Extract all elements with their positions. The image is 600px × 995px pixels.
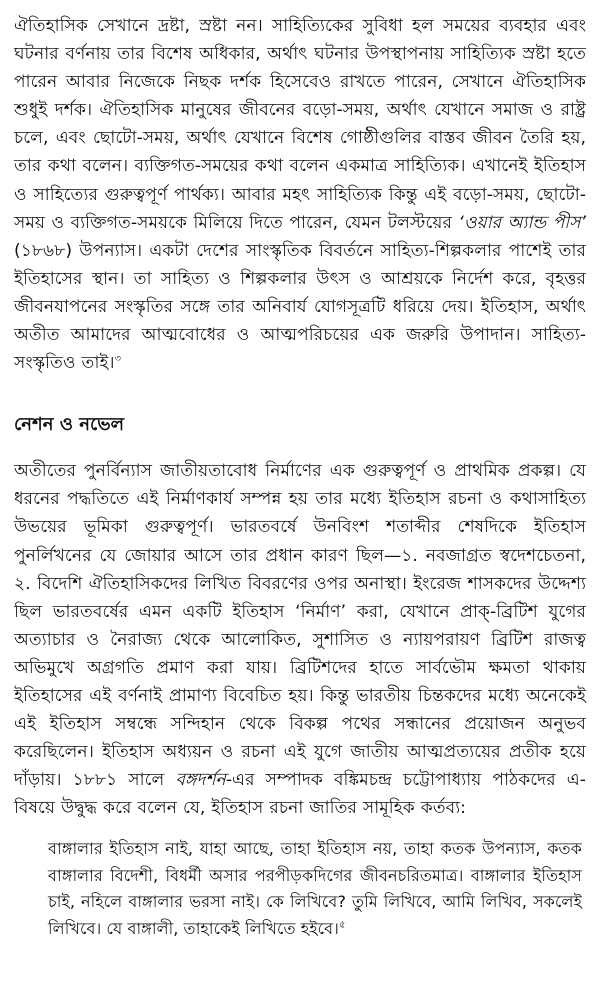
footnote-marker: ৩ — [114, 353, 122, 365]
paragraph-nation-and-novel — [14, 457, 586, 822]
book-title-war-and-peace: ‘ওয়ার অ্যান্ড পীস’ — [458, 212, 586, 233]
paragraph-history-and-literature — [14, 12, 586, 377]
quote-text: বাঙ্গালার ইতিহাস নাই, যাহা আছে, তাহা ইতিহাস নয়, তাহা কতক উপন্যাস, কতক বাঙ্গালার বিদেশী, বিধর্মী অসার পরপীড়কদিগের জীবনচরিতমাত্র। বাঙ্গালার ইতিহাস চাই, নহিলে বাঙ্গালার ভরসা নাই। কে লিখিবে? তুমি লিখিবে, আমি লিখিব, সকলেই লিখিবে। যে বাঙ্গালী, তাহাকেই লিখিতে হইবে। — [48, 839, 582, 938]
paragraph-text: অতীতের পুনর্বিন্যাস জাতীয়তাবোধ নির্মাণের এক গুরুত্বপূর্ণ ও প্রাথমিক প্রকল্প। যে ধরনের পদ্ধতিতে এই নির্মাণকার্য সম্পন্ন হয় তার মধ্যে ইতিহাস রচনা ও কথাসাহিত্য উভয়ের ভূমিকা গুরুত্বপূর্ণ। ভারতবর্ষে উনবিংশ শতাব্দীর শেষদিকে ইতিহাস পুনর্লিখনের যে জোয়ার আসে তার প্রধান কারণ ছিল—১. নবজাগ্রত স্বদেশচেতনা, ২. বিদেশি ঐতিহাসিকদের লিখিত বিবরণের ওপর অনাস্থা। ইংরেজ শাসকদের উদ্দেশ্য ছিল ভারতবর্ষের এমন একটি ইতিহাস ‘নির্মাণ’ করা, যেখানে প্রাক্-ব্রিটিশ যুগের অত্যাচার ও নৈরাজ্য থেকে আলোকিত, সুশাসিত ও ন্যায়পরায়ণ ব্রিটিশ রাজত্ব অভিমুখে অগ্রগতি প্রমাণ করা যায়। ব্রিটিশদের হাতে সার্বভৌম ক্ষমতা থাকায় ইতিহাসের এই বর্ণনাই প্রামাণ্য বিবেচিত হয়। কিন্তু ভারতীয় চিন্তকদের মধ্যে অনেকেই এই ইতিহাস সম্বন্ধে সন্দিহান থেকে বিকল্প পথের সন্ধানের প্রয়োজন অনুভব করেছিলেন। ইতিহাস অধ্যয়ন ও রচনা এই যুগে জাতীয় আত্মপ্রত্যয়ের প্রতীক হয়ে দাঁড়ায়। ১৮৮১ সালে — [14, 461, 586, 791]
journal-title-bangadarshan: বঙ্গদর্শন — [175, 770, 226, 791]
paragraph-text-continued: (১৮৬৮) উপন্যাস। একটা দেশের সাংস্কৃতিক বিবর্তনে সাহিত্য-শিল্পকলার পাশেই তার ইতিহাসের স্থান। তা সাহিত্য ও শিল্পকলার উৎস ও আশ্রয়কে নির্দেশ করে, বৃহত্তর জীবনযাপনের সংস্কৃতির সঙ্গে তার অনিবার্য যোগসূত্রটি ধরিয়ে দেয়। ইতিহাস, অর্থাৎ অতীত আমাদের আত্মবোধের ও আত্মপরিচয়ের এক জরুরি উপাদান। সাহিত্য-সংস্কৃতিও তাই। — [14, 240, 586, 374]
paragraph-text-continued: -এর সম্পাদক বঙ্কিমচন্দ্র চট্টোপাধ্যায় পাঠকদের এ-বিষয়ে উদ্বুদ্ধ করে বলেন যে, ইতিহাস রচনা জাতির সামূহিক কর্তব্য: — [14, 770, 586, 819]
section-heading: নেশন ও নভেল — [14, 414, 125, 436]
block-quote — [48, 836, 582, 942]
paragraph-text: ঐতিহাসিক সেখানে দ্রষ্টা, স্রষ্টা নন। সাহিত্যিকের সুবিধা হল সময়ের ব্যবহার এবং ঘটনার বর্ণনায় তার বিশেষ অধিকার, অর্থাৎ ঘটনার উপস্থাপনায় সাহিত্যিক স্রষ্টা হতে পারেন আবার নিজেকে নিছক দর্শক হিসেবেও রাখতে পারেন, সেখানে ঐতিহাসিক শুধুই দর্শক। ঐতিহাসিক মানুষের জীবনের বড়ো-সময়, অর্থাৎ যেখানে সমাজ ও রাষ্ট্র চলে, এবং ছোটো-সময়, অর্থাৎ যেখানে বিশেষ গোষ্ঠীগুলির বাস্তব জীবন তৈরি হয়, তার কথা বলেন। ব্যক্তিগত-সময়ের কথা বলেন একমাত্র সাহিত্যিক। এখানেই ইতিহাস ও সাহিত্যের গুরুত্বপূর্ণ পার্থক্য। আবার মহৎ সাহিত্যিক কিন্তু এই বড়ো-সময়, ছোটো-সময় ও ব্যক্তিগত-সময়কে মিলিয়ে দিতে পারেন, যেমন টলস্টয়ের — [14, 16, 586, 233]
document-page — [14, 12, 586, 942]
footnote-marker: ৫ — [338, 919, 346, 931]
